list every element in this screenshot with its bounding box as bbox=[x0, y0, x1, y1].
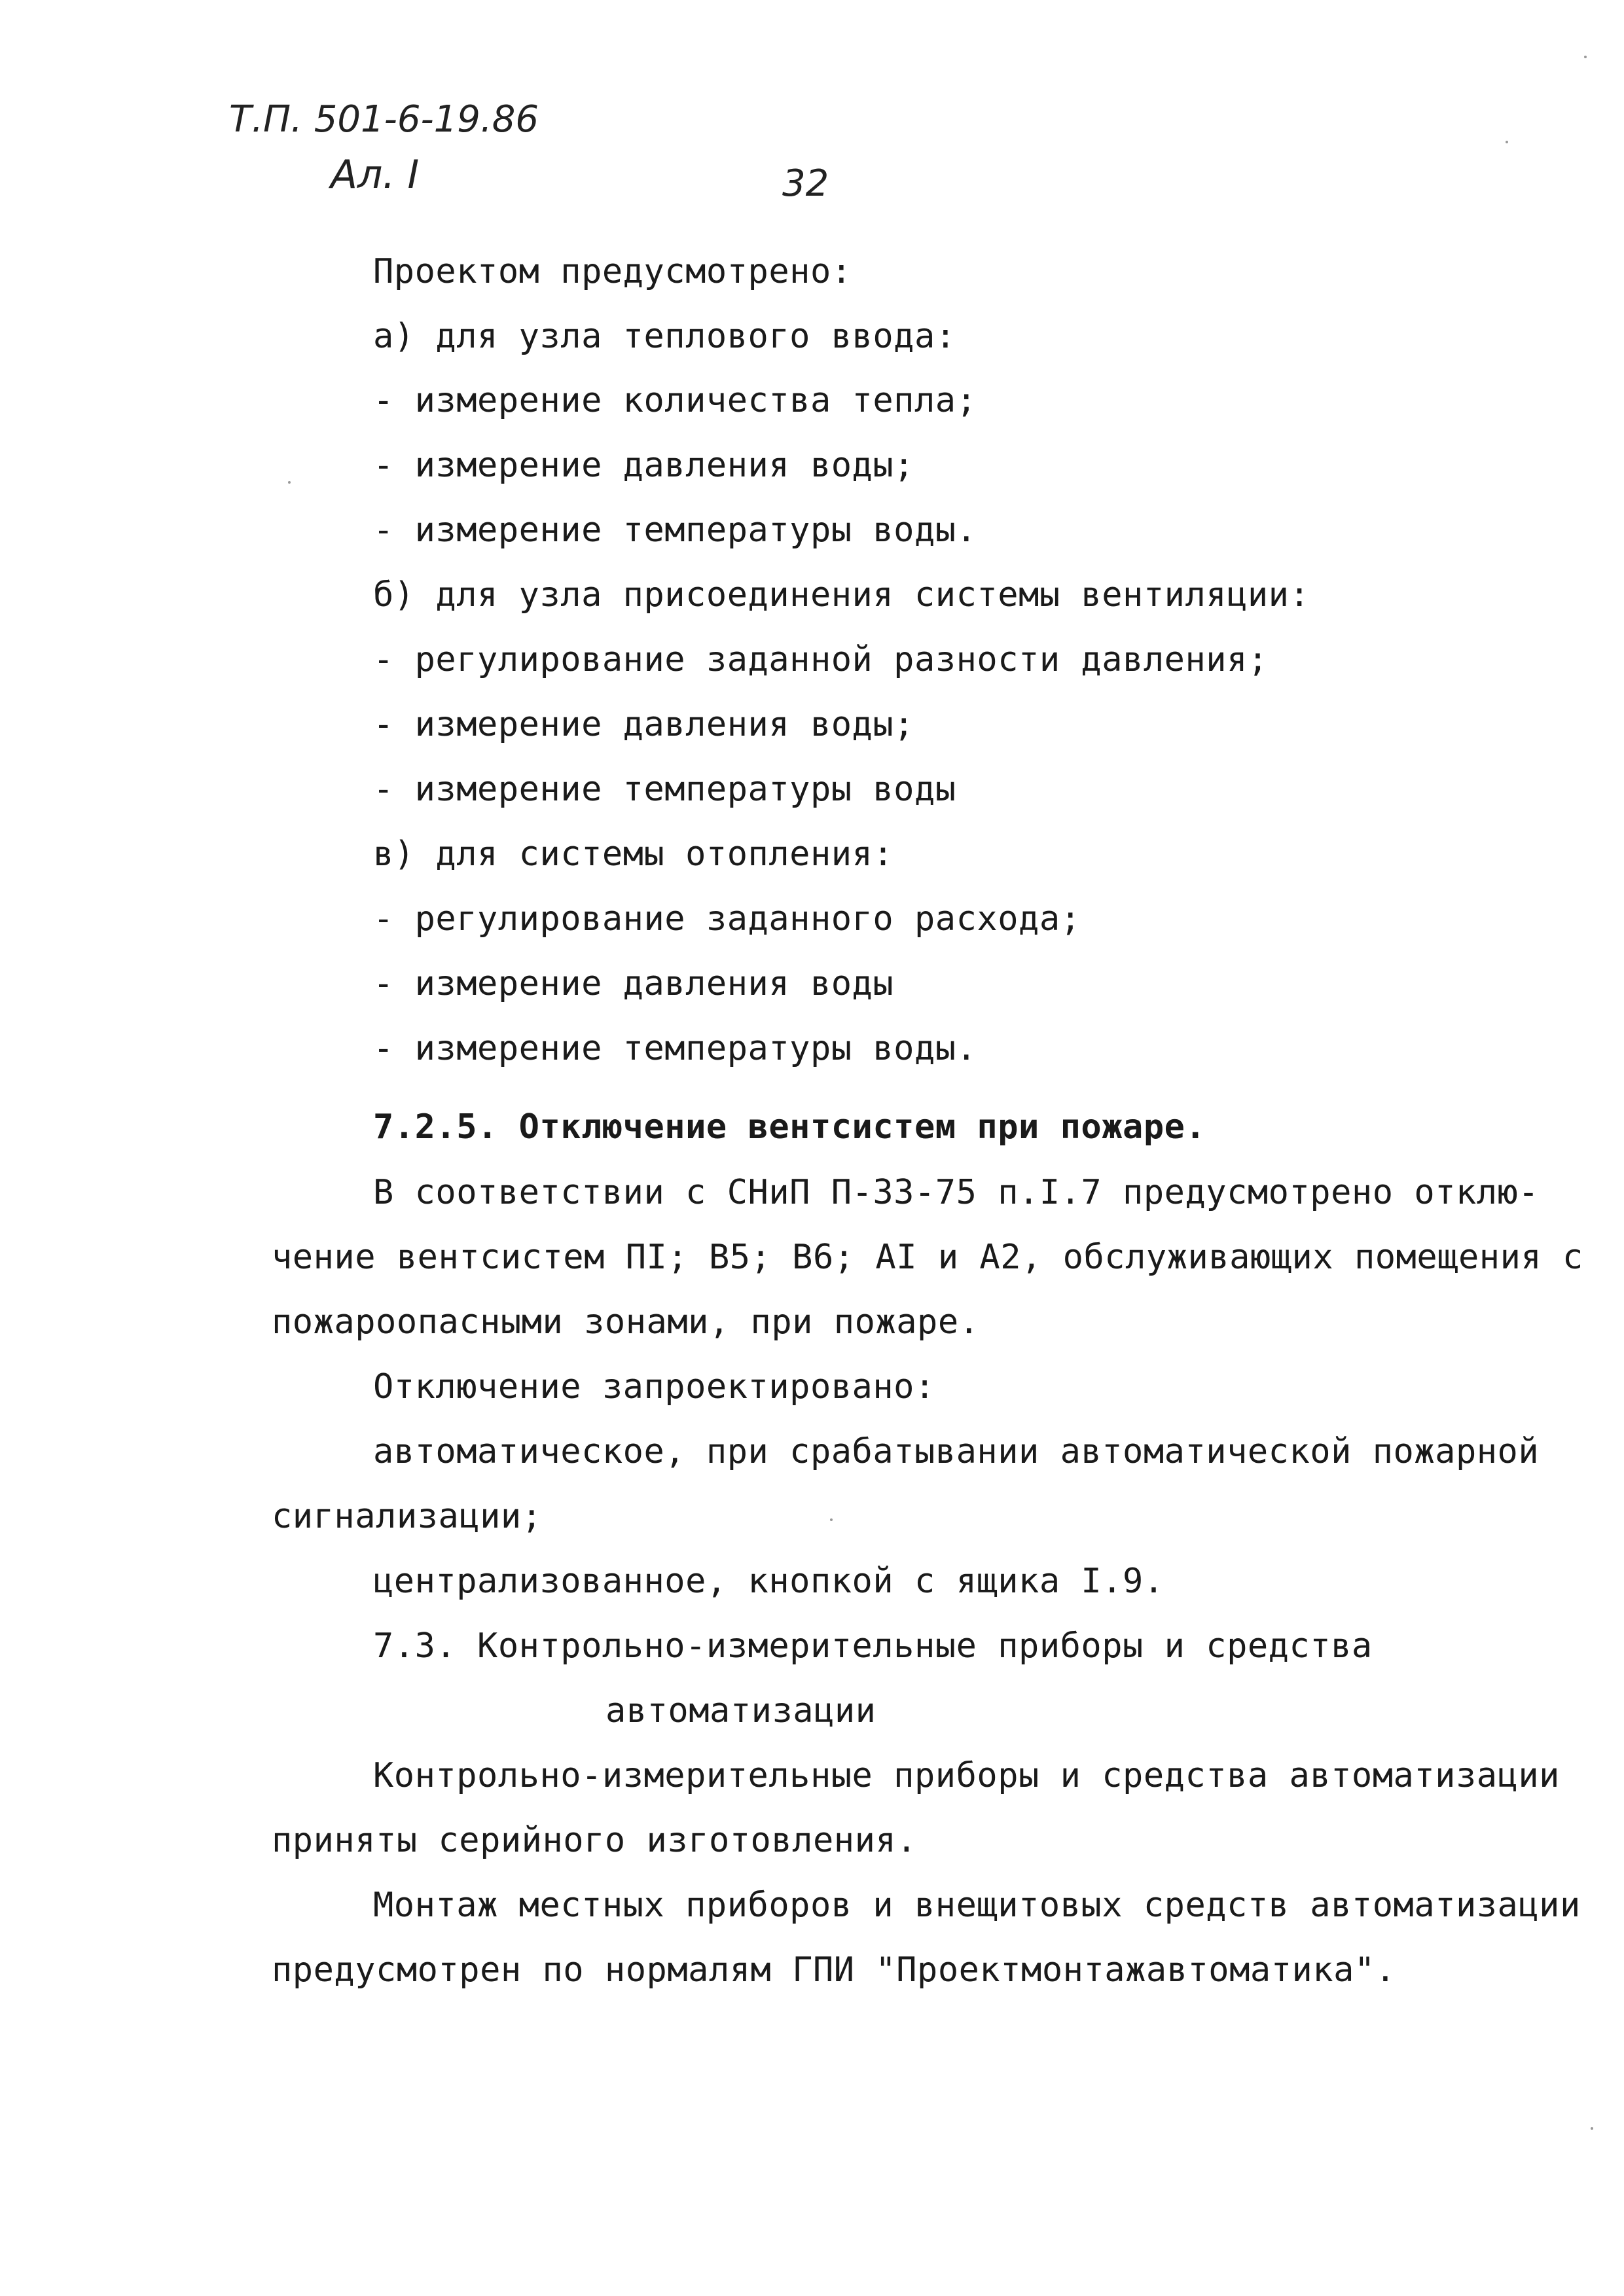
scan-speck bbox=[288, 481, 291, 484]
page-number: 32 bbox=[782, 162, 829, 205]
section-heading-7-3: 7.3. Контрольно-измерительные приборы и средства bbox=[373, 1626, 1373, 1666]
paragraph-line: Монтаж местных приборов и внещитовых средств автоматизации bbox=[373, 1886, 1581, 1925]
paragraph-line: чение вентсистем ПI; В5; В6; АI и А2, обслуживающих помещения с bbox=[272, 1238, 1583, 1277]
paragraph-line: приняты серийного изготовления. bbox=[272, 1821, 918, 1860]
list-item: - измерение количества тепла; bbox=[373, 381, 977, 420]
paragraph-line: централизованное, кнопкой с ящика I.9. bbox=[373, 1562, 1164, 1601]
list-heading-a: а) для узла теплового ввода: bbox=[373, 317, 956, 356]
list-item: - измерение давления воды; bbox=[373, 446, 914, 485]
list-item: - регулирование заданной разности давления; bbox=[373, 640, 1269, 679]
section-heading-7-3-cont: автоматизации bbox=[605, 1691, 876, 1731]
paragraph-line: Отключение запроектировано: bbox=[373, 1367, 935, 1407]
paragraph-line: Контрольно-измерительные приборы и средства автоматизации bbox=[373, 1756, 1560, 1795]
paragraph-line: пожароопасными зонами, при пожаре. bbox=[272, 1302, 980, 1342]
paragraph-line: сигнализации; bbox=[272, 1497, 543, 1536]
list-item: - измерение температуры воды bbox=[373, 770, 956, 809]
paragraph-line: В соответствии с СНиП П-33-75 п.I.7 предусмотрено отклю- bbox=[373, 1173, 1540, 1212]
paragraph-line: автоматическое, при срабатывании автоматической пожарной bbox=[373, 1432, 1540, 1471]
list-item: - измерение давления воды; bbox=[373, 705, 914, 744]
scan-speck bbox=[1584, 56, 1587, 58]
section-heading-7-2-5: 7.2.5. Отключение вентсистем при пожаре. bbox=[373, 1107, 1206, 1147]
scan-speck bbox=[1506, 141, 1508, 143]
list-item: - измерение температуры воды. bbox=[373, 1029, 977, 1068]
scan-speck bbox=[830, 1518, 833, 1521]
intro-line: Проектом предусмотрено: bbox=[373, 252, 852, 291]
list-heading-b: б) для узла присоединения системы вентиляции: bbox=[373, 575, 1310, 615]
list-item: - измерение температуры воды. bbox=[373, 511, 977, 550]
list-item: - измерение давления воды bbox=[373, 964, 894, 1003]
doc-code: Т.П. 501-6-19.86 bbox=[229, 98, 539, 141]
list-heading-c: в) для системы отопления: bbox=[373, 834, 894, 874]
scan-speck bbox=[1591, 2127, 1593, 2130]
sheet-number: Ал. I bbox=[331, 152, 420, 198]
list-item: - регулирование заданного расхода; bbox=[373, 899, 1081, 939]
paragraph-line: предусмотрен по нормалям ГПИ "Проектмонтажавтоматика". bbox=[272, 1950, 1396, 1990]
